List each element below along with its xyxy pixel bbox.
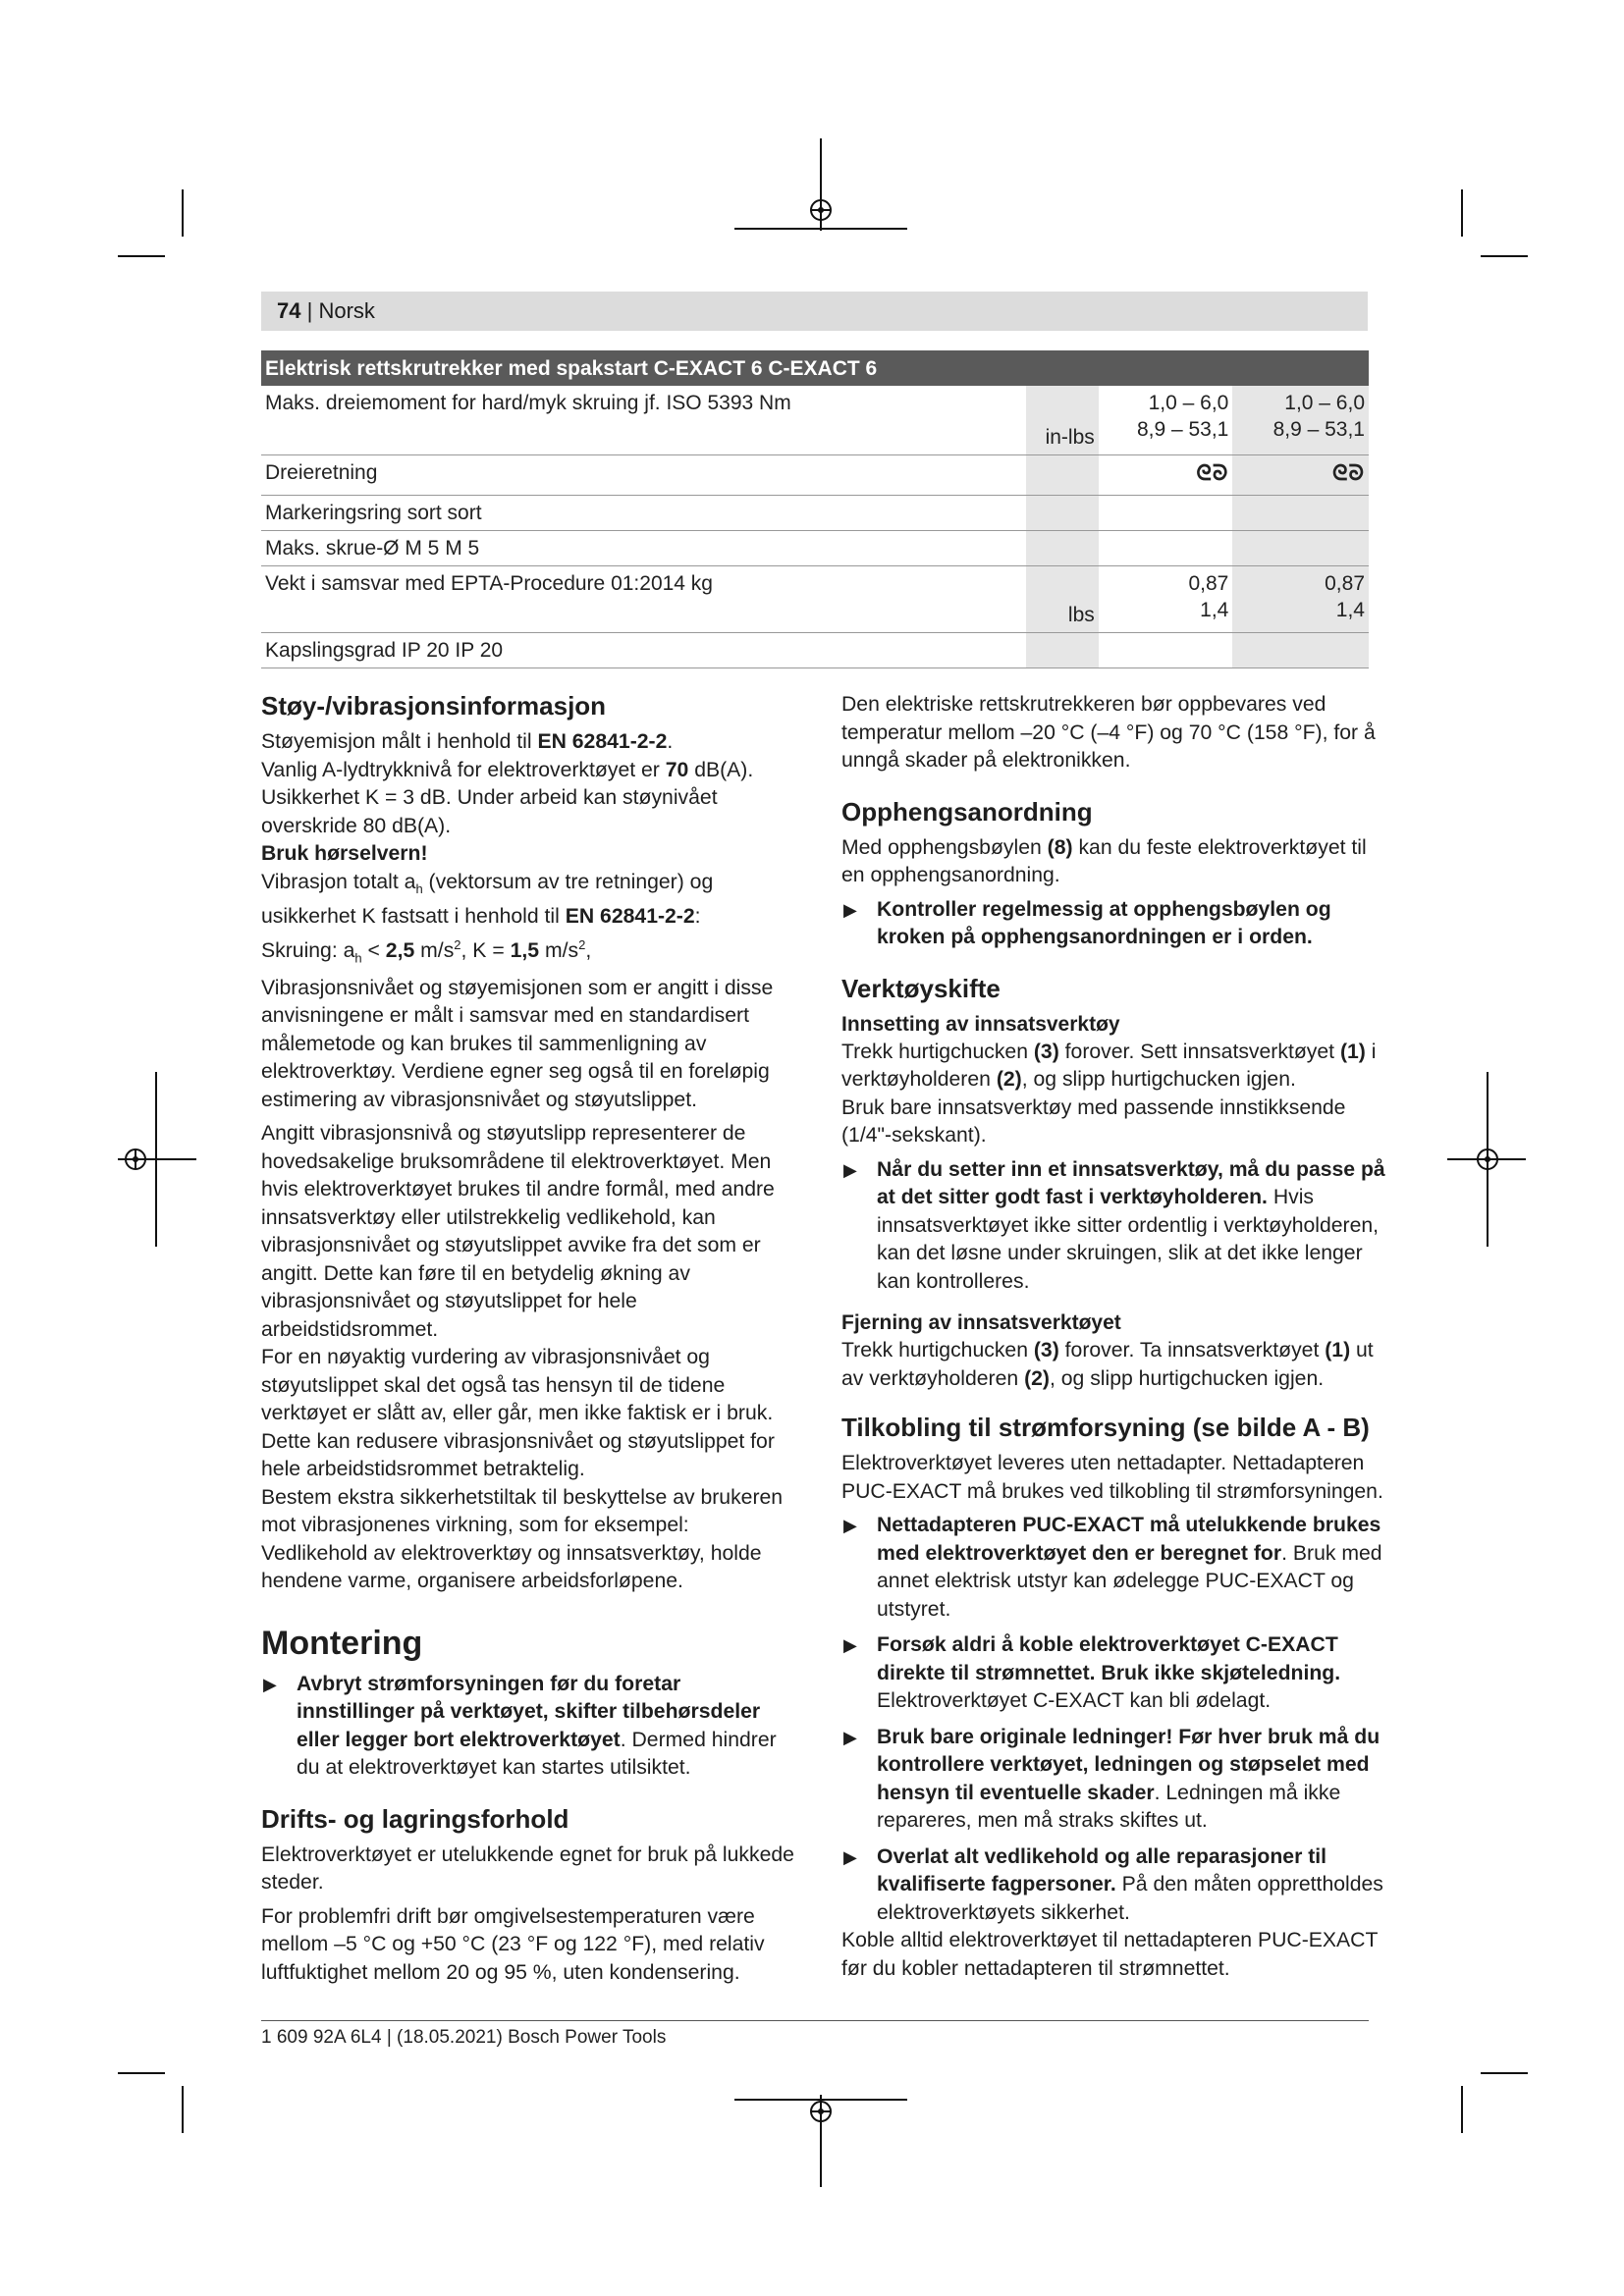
rotation-icon: ᘓᘐ xyxy=(1232,454,1369,495)
spec-label: Maks. dreiemoment for hard/myk skruing jf. ISO 5393 Nm xyxy=(261,386,1026,454)
bullet-arrow-icon: ▶ xyxy=(843,1516,857,1535)
paragraph: Med opphengsbøylen (8) kan du feste elektroverktøyet til en opphengsanordning. xyxy=(841,835,1367,886)
header-language: Norsk xyxy=(318,298,375,323)
left-column xyxy=(261,689,796,1987)
spec-unit: in-lbs xyxy=(1026,386,1098,454)
table-row xyxy=(261,565,1369,632)
table-row xyxy=(261,454,1369,495)
paragraph: For problemfri drift bør omgivelsestemperaturen være mellom –5 °C og +50 °C (23 °F og 122 °F), med relativ luftfuktighet mellom 20 og 95 %, uten kondensering. xyxy=(261,1904,765,1984)
paragraph: Trekk hurtigchucken (3) forover. Ta innsatsverktøyet (1) ut av verktøyholderen (2), og slipp hurtigchucken igjen. xyxy=(841,1339,1374,1390)
paragraph: Skruing: $a_h < 2,5$ $m/s^2$, K = 1,5 $m/s^2$, xyxy=(261,936,592,966)
section-title-tool-change: Verktøyskifte xyxy=(841,973,1001,1003)
bullet-arrow-icon: ▶ xyxy=(263,1674,277,1694)
paragraph: Støyemisjon målt i henhold til EN 62841-2-2. xyxy=(261,730,674,753)
bullet-item: ▶ Når du setter inn et innsatsverktøy, må du passe på at det sitter godt fast i verktøyholderen. Hvis innsatsverktøyet ikke sitter ordentlig i verktøyholderen, kan det løsne under skruingen, slik at det ikke lenger kan kontrolleres. xyxy=(843,1157,1385,1293)
subsection-title: Innsetting av innsatsverktøy xyxy=(841,1012,1120,1036)
bullet-item: ▶ Kontroller regelmessig at opphengsbøylen og kroken på opphengsanordningen er i orden. xyxy=(843,897,1331,948)
bullet-item: ▶ Bruk bare originale ledninger! Før hver bruk må du kontrollere verktøyet, ledningen og støpselet med hensyn til eventuelle skader. Ledningen må ikke repareres, men må straks skiftes ut. xyxy=(843,1725,1380,1832)
spec-label: Vekt i samsvar med EPTA-Procedure 01:2014 kg xyxy=(261,565,1026,632)
page-footer: 1 609 92A 6L4 | (18.05.2021) Bosch Power Tools xyxy=(261,2027,667,2048)
paragraph: Elektroverktøyet er utelukkende egnet for bruk på lukkede steder. xyxy=(261,1842,794,1895)
paragraph: Elektroverktøyet leveres uten nettadapter. Nettadapteren PUC-EXACT må brukes ved tilkobling til strømforsyningen. xyxy=(841,1452,1383,1503)
spec-unit xyxy=(1026,454,1098,495)
bullet-arrow-icon: ▶ xyxy=(843,1159,857,1180)
bullet-arrow-icon: ▶ xyxy=(843,1727,857,1747)
paragraph: Bruk hørselvern! xyxy=(261,842,428,865)
paragraph: For en nøyaktig vurdering av vibrasjonsnivået og støyutslippet skal det også tas hensyn til de tidene verktøyet er slått av, eller går, men ikke faktisk er i bruk. Dette kan redusere vibrasjonsnivået og støyutslippet for hele arbeidstidsrommet betraktelig. xyxy=(261,1346,775,1481)
section-title-power-connection: Tilkobling til strømforsyning (se bilde A - B) xyxy=(841,1413,1370,1442)
table-row xyxy=(261,632,1369,667)
paragraph: Koble alltid elektroverktøyet til nettadapteren PUC-EXACT før du kobler nettadapteren til strømnettet. xyxy=(841,1929,1379,1980)
page-header xyxy=(261,292,1368,331)
bullet-item: ▶ Nettadapteren PUC-EXACT må utelukkende brukes med elektroverktøyet den er beregnet for. Bruk med annet elektrisk utstyr kan ødelegge PUC-EXACT og utstyret. xyxy=(843,1514,1382,1621)
paragraph: Bestem ekstra sikkerhetstiltak til beskyttelse av brukeren mot vibrasjonenes virkning, som for eksempel: Vedlikehold av elektroverktøy og innsatsverktøy, holde hendene varme, organisere arbeidsforløpene. xyxy=(261,1485,784,1593)
section-title-hanger: Opphengsanordning xyxy=(841,796,1093,827)
table-row xyxy=(261,530,1369,565)
right-column xyxy=(841,691,1391,1983)
footer-rule xyxy=(261,2020,1369,2021)
paragraph: Bruk bare innsatsverktøy med passende innstikksende (1/4"-sekskant). xyxy=(841,1095,1346,1147)
spec-label: Markeringsring sort sort xyxy=(261,495,1026,530)
table-row xyxy=(261,495,1369,530)
paragraph: Vibrasjonsnivået og støyemisjonen som er angitt i disse anvisningene er målt i samsvar med en standardisert målemetode og kan brukes til sammenligning av elektroverktøy. Verdiene egner seg også til en foreløpig estimering av vibrasjonsnivået og støyutslippet. xyxy=(261,976,774,1111)
header-separator: | xyxy=(306,298,313,323)
spec-label: Maks. skrue-Ø M 5 M 5 xyxy=(261,530,1026,565)
bullet-arrow-icon: ▶ xyxy=(843,1635,857,1655)
section-title-operating-conditions: Drifts- og lagringsforhold xyxy=(261,1803,569,1834)
bullet-item: ▶ Avbryt strømforsyningen før du foretar innstillinger på verktøyet, skifter tilbehørsdeler eller legger bort elektroverktøyet. Dermed hindrer du at elektroverktøyet kan startes utilsiktet. xyxy=(263,1672,777,1780)
bullet-arrow-icon: ▶ xyxy=(843,1846,857,1867)
table-row xyxy=(261,386,1369,454)
paragraph: Usikkerhet K = 3 dB. Under arbeid kan støynivået overskride 80 dB(A). xyxy=(261,786,718,837)
paragraph: Vibrasjon totalt $a_h$ (vektorsum av tre retninger) og usikkerhet K fastsatt i henhold til EN 62841-2-2: xyxy=(261,870,714,929)
spec-table xyxy=(261,350,1369,668)
spec-value: 1,0 – 6,0 8,9 – 53,1 xyxy=(1099,386,1233,454)
spec-label: Kapslingsgrad IP 20 IP 20 xyxy=(261,632,1026,667)
subsection-title: Fjerning av innsatsverktøyet xyxy=(841,1311,1121,1334)
paragraph: Trekk hurtigchucken (3) forover. Sett innsatsverktøyet (1) i verktøyholderen (2), og slipp hurtigchucken igjen. xyxy=(841,1040,1377,1091)
section-title-noise: Støy-/vibrasjonsinformasjon xyxy=(261,691,607,721)
spec-table-title: Elektrisk rettskrutrekker med spakstart C-EXACT 6 C-EXACT 6 xyxy=(261,350,1369,386)
spec-value: 1,0 – 6,0 8,9 – 53,1 xyxy=(1232,386,1369,454)
paragraph: Vanlig A-lydtrykknivå for elektroverktøyet er 70 dB(A). xyxy=(261,758,754,781)
spec-unit: lbs xyxy=(1026,565,1098,632)
bullet-item: ▶ Overlat alt vedlikehold og alle reparasjoner til kvalifiserte fagpersoner. På den måten opprettholdes elektroverktøyets sikkerhet. xyxy=(843,1844,1383,1924)
section-title-montering: Montering xyxy=(261,1624,423,1662)
spec-label: Dreieretning xyxy=(261,454,1026,495)
spec-value: 0,87 1,4 xyxy=(1099,565,1233,632)
paragraph: Den elektriske rettskrutrekkeren bør oppbevares ved temperatur mellom –20 °C (–4 °F) og 70 °C (158 °F), for å unngå skader på elektronikken. xyxy=(841,693,1376,772)
spec-value: 0,87 1,4 xyxy=(1232,565,1369,632)
rotation-icon: ᘓᘐ xyxy=(1099,454,1233,495)
bullet-arrow-icon: ▶ xyxy=(843,899,857,920)
bullet-item: ▶ Forsøk aldri å koble elektroverktøyet C-EXACT direkte til strømnettet. Bruk ikke skjøteledning. Elektroverktøyet C-EXACT kan bli ødelagt. xyxy=(843,1633,1341,1712)
page-number: 74 xyxy=(277,298,301,323)
paragraph: Angitt vibrasjonsnivå og støyutslipp representerer de hovedsakelige bruksområdene til elektroverktøyet. Men hvis elektroverktøyet brukes til andre formål, med andre innsatsverktøy eller utilstrekkelig vedlikehold, kan vibrasjonsnivået og støyutslippet avvike fra det som er angitt. Dette kan føre til en betydelig økning av vibrasjonsnivået og støyutslippet for hele arbeidstidsrommet. xyxy=(261,1122,775,1341)
